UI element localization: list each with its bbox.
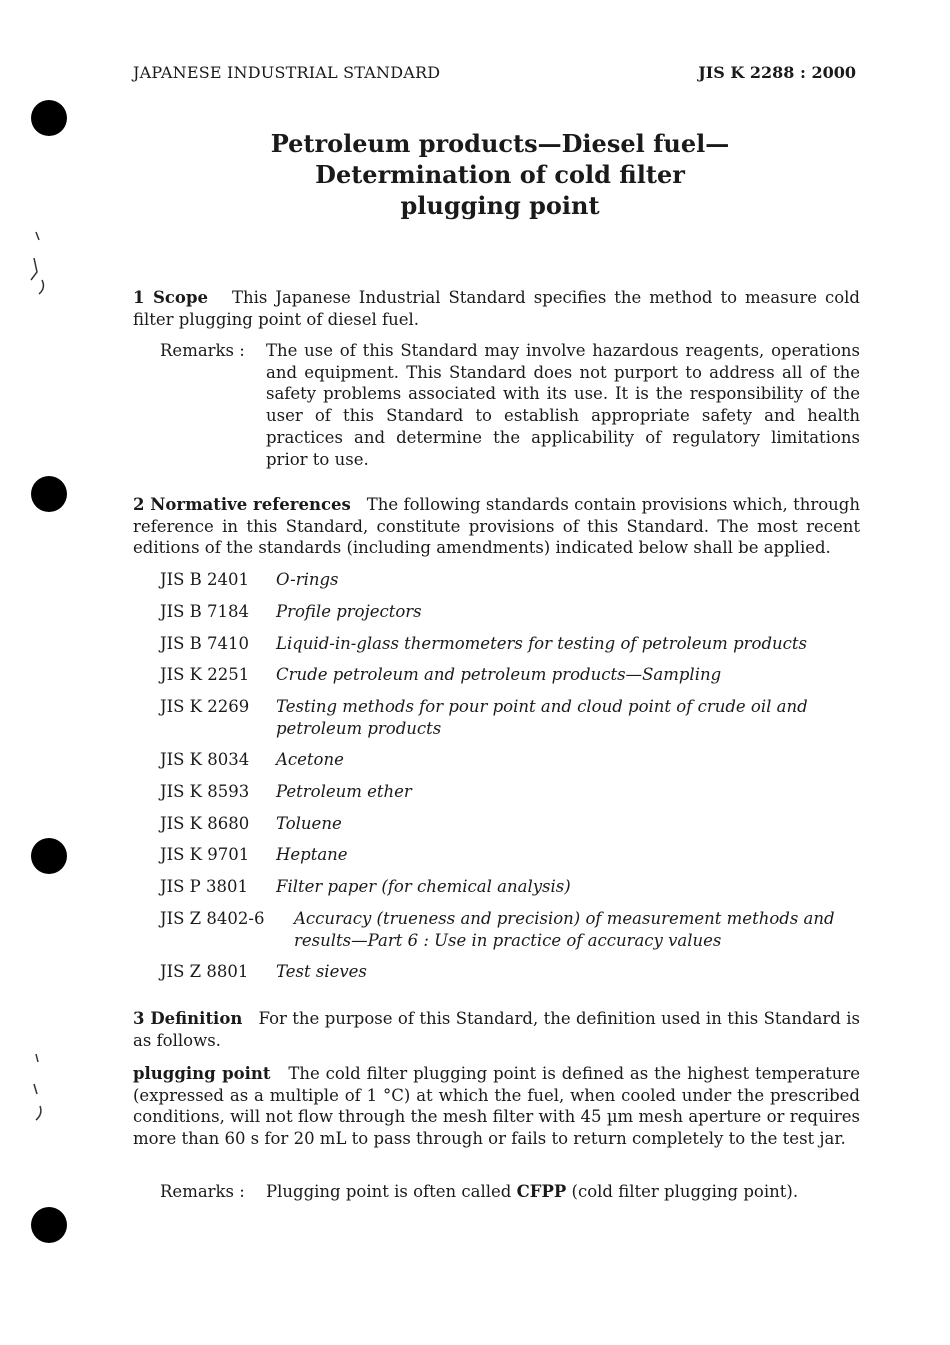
section-body: The following standards contain provisions which, through reference in this Standard, constitute provisions of this Standard. The most recent editions of the standards (including amendments) indicated below shall be applied. xyxy=(133,495,860,558)
section-normative-references xyxy=(133,494,860,559)
header-standard-type: JAPANESE INDUSTRIAL STANDARD xyxy=(133,63,441,82)
reference-item xyxy=(160,961,860,983)
section-scope xyxy=(133,287,860,330)
title-line-3: plugging point xyxy=(400,191,600,220)
section-body: For the purpose of this Standard, the definition used in this Standard is as follows. xyxy=(133,1009,861,1050)
reference-title: Accuracy (trueness and precision) of measurement methods and results—Part 6 : Use in practice of accuracy values xyxy=(294,909,835,950)
scan-marks xyxy=(28,1050,52,1124)
reference-item xyxy=(160,569,860,591)
reference-item xyxy=(160,696,860,739)
reference-code: JIS P 3801 xyxy=(160,877,249,896)
reference-item xyxy=(160,781,860,803)
scan-marks xyxy=(28,228,52,298)
remarks-cfpp: CFPP xyxy=(516,1182,567,1201)
reference-item xyxy=(160,844,860,866)
reference-code: JIS B 7184 xyxy=(160,602,250,621)
section-heading: 3 Definition xyxy=(133,1009,243,1028)
header-standard-number: JIS K 2288 : 2000 xyxy=(698,63,856,82)
reference-title: Liquid-in-glass thermometers for testing of petroleum products xyxy=(276,634,807,653)
reference-code: JIS K 9701 xyxy=(160,845,250,864)
definition-term: plugging point xyxy=(133,1064,271,1083)
reference-title: Toluene xyxy=(276,814,342,833)
scope-remarks xyxy=(160,340,860,470)
section-definition xyxy=(133,1008,860,1051)
reference-title: Acetone xyxy=(276,750,344,769)
reference-title: Filter paper (for chemical analysis) xyxy=(276,877,571,896)
punch-hole xyxy=(31,1207,67,1243)
remarks-label: Remarks : xyxy=(160,1182,245,1201)
section-body: This Japanese Industrial Standard specifies the method to measure cold filter plugging point of diesel fuel. xyxy=(133,288,860,329)
remarks-text: The use of this Standard may involve hazardous reagents, operations and equipment. This Standard does not purport to address all of the safety problems associated with its use. It is the responsibility of the user of this Standard to establish appropriate safety and health practices and determine the applicability of regulatory limitations prior to use. xyxy=(266,341,860,469)
reference-title: Petroleum ether xyxy=(276,782,412,801)
definition-remarks xyxy=(160,1181,860,1203)
reference-code: JIS Z 8801 xyxy=(160,962,249,981)
reference-item xyxy=(160,664,860,686)
reference-code: JIS K 8593 xyxy=(160,782,250,801)
punch-hole xyxy=(31,476,67,512)
reference-item xyxy=(160,749,860,771)
reference-code: JIS K 2269 xyxy=(160,697,250,716)
reference-code: JIS K 2251 xyxy=(160,665,250,684)
remarks-text xyxy=(266,1181,860,1203)
reference-code: JIS B 2401 xyxy=(160,570,250,589)
reference-code: JIS Z 8402-6 xyxy=(160,909,265,928)
reference-code: JIS B 7410 xyxy=(160,634,250,653)
title-line-2: Determination of cold filter xyxy=(315,160,685,189)
section-heading: 1 Scope xyxy=(133,288,208,307)
reference-item xyxy=(160,908,860,951)
reference-item xyxy=(160,601,860,623)
reference-item xyxy=(160,633,860,655)
reference-title: Profile projectors xyxy=(276,602,422,621)
reference-title: Heptane xyxy=(276,845,348,864)
definition-text: The cold filter plugging point is defined as the highest temperature (expressed as a multiple of 1 °C) at which the fuel, when cooled under the prescribed conditions, will not flow through the mesh filter with 45 µm mesh aperture or requires more than 60 s for 20 mL to pass through or fails to return completely to the test jar. xyxy=(133,1064,861,1149)
remarks-text-post: (cold filter plugging point). xyxy=(571,1182,799,1201)
reference-title: Crude petroleum and petroleum products—Sampling xyxy=(276,665,722,684)
reference-item xyxy=(160,813,860,835)
definition-plugging-point xyxy=(133,1063,860,1150)
document-title xyxy=(0,128,950,221)
reference-title: O-rings xyxy=(276,570,339,589)
reference-code: JIS K 8034 xyxy=(160,750,250,769)
remarks-text-pre: Plugging point is often called xyxy=(266,1182,512,1201)
reference-code: JIS K 8680 xyxy=(160,814,250,833)
reference-title: Testing methods for pour point and cloud point of crude oil and petroleum products xyxy=(276,697,808,738)
punch-hole xyxy=(31,838,67,874)
reference-title: Test sieves xyxy=(276,962,367,981)
title-line-1: Petroleum products—Diesel fuel— xyxy=(270,129,730,158)
remarks-label: Remarks : xyxy=(160,341,245,360)
section-heading: 2 Normative references xyxy=(133,495,351,514)
reference-item xyxy=(160,876,860,898)
